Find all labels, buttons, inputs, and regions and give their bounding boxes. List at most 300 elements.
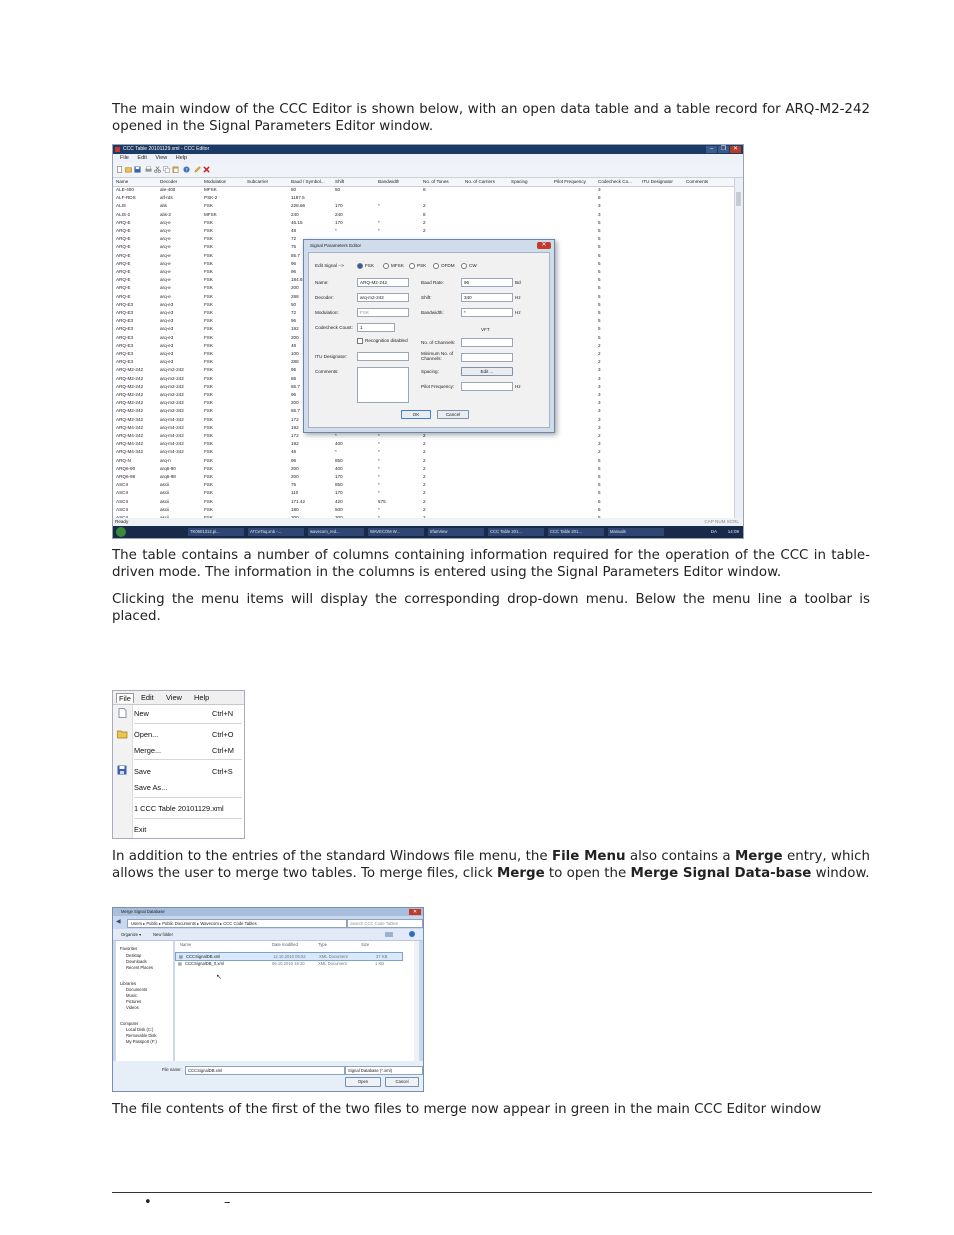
table-cell: ARQ-E xyxy=(116,236,131,242)
help-icon[interactable] xyxy=(409,931,415,937)
table-cell: ascii xyxy=(160,490,170,496)
menu-separator xyxy=(134,818,242,819)
table-cell: ASCII xyxy=(116,498,128,504)
shift-unit: Hz xyxy=(515,295,521,300)
file-icon: ▤ xyxy=(178,961,182,966)
nav-item[interactable]: Pictures xyxy=(126,999,142,1004)
merge-text-4: to open the xyxy=(544,866,631,881)
col-size[interactable]: Size xyxy=(361,942,370,947)
table-cell: arq-e xyxy=(160,285,171,291)
nav-item[interactable]: Documents xyxy=(126,987,148,992)
table-cell: 2 xyxy=(423,482,426,488)
filetype-select[interactable]: Signal Database (*.xml) xyxy=(345,1066,423,1075)
table-cell: * xyxy=(378,474,380,479)
table-row[interactable] xyxy=(113,212,735,220)
status-text: Ready xyxy=(115,519,129,524)
radio-fsk-label: FSK xyxy=(365,263,374,269)
footer-bullet: • xyxy=(144,1195,152,1210)
footer-dash: – xyxy=(224,1195,231,1210)
table-cell: FSK xyxy=(204,260,213,266)
column-header[interactable]: Pilot Frequency xyxy=(554,179,586,184)
menu-view[interactable]: View xyxy=(155,155,168,161)
table-cell: arq-e xyxy=(160,293,171,299)
table-row[interactable] xyxy=(113,441,735,449)
table-cell: 3 xyxy=(598,203,601,209)
nav-item[interactable]: Videos xyxy=(126,1005,139,1010)
table-cell: ARQ-M4-242 xyxy=(116,441,144,447)
table-cell: 72 xyxy=(291,310,297,315)
table-cell: arq-e xyxy=(160,252,171,258)
dialog-close-button[interactable]: ✕ xyxy=(537,242,551,249)
copy-icon[interactable] xyxy=(163,166,170,173)
pilot-frequency-field[interactable] xyxy=(461,382,513,391)
table-row[interactable] xyxy=(113,195,735,203)
table-row[interactable] xyxy=(113,228,735,236)
table-cell: ARQ-E xyxy=(116,293,131,299)
merge-text-3: entry, which allows the user to merge two tables. To merge files, click xyxy=(112,849,871,881)
dialog-body xyxy=(308,252,550,428)
table-scrollbar[interactable] xyxy=(734,178,743,518)
table-cell: 75 xyxy=(291,482,297,488)
table-cell: ascii xyxy=(160,482,170,488)
comments-field[interactable] xyxy=(357,367,409,403)
table-cell: 5 xyxy=(598,457,601,463)
nav-item[interactable]: Desktop xyxy=(126,953,142,958)
file-size: 37 KB xyxy=(376,954,388,959)
table-cell: 5 xyxy=(598,244,601,250)
taskbar-item[interactable]: TK0601312.pi... xyxy=(188,528,244,536)
table-cell: FSK xyxy=(204,490,213,496)
table-cell: 5 xyxy=(598,465,601,471)
table-cell: * xyxy=(378,228,380,233)
table-row[interactable] xyxy=(113,474,735,482)
taskbar-item[interactable]: CCC Table 201... xyxy=(488,528,544,536)
modulation-label: Modulation: xyxy=(315,310,339,315)
itu-field[interactable] xyxy=(357,352,409,361)
file-list xyxy=(175,941,419,1061)
radio-mfsk[interactable] xyxy=(383,263,404,269)
table-cell: FSK xyxy=(204,228,213,233)
merge-text-window-name: Merge Signal Data-base xyxy=(630,866,812,881)
table-cell: 172 xyxy=(291,416,299,422)
table-cell: 2 xyxy=(423,490,426,496)
table-cell: 240 xyxy=(291,211,299,217)
scrollbar-thumb[interactable] xyxy=(736,192,741,206)
column-header[interactable]: No. of Tones xyxy=(423,179,449,184)
open-button[interactable]: Open xyxy=(345,1077,381,1087)
table-cell: ASCII xyxy=(116,506,128,512)
table-cell: FSK xyxy=(204,383,213,389)
table-cell: ARQ-E xyxy=(116,228,131,233)
table-cell: FSK xyxy=(204,441,213,447)
table-cell: * xyxy=(378,490,380,496)
table-row[interactable] xyxy=(113,449,735,457)
codecheck-field[interactable]: 1 xyxy=(357,323,395,332)
menu-item-merge[interactable]: Merge... xyxy=(134,746,162,755)
table-row[interactable] xyxy=(113,490,735,498)
delete-icon[interactable] xyxy=(203,166,210,173)
table-cell: 228.66 xyxy=(291,203,306,209)
taskbar-item[interactable]: wavecom_red... xyxy=(308,528,364,536)
column-header[interactable]: Baud / Symbol... xyxy=(291,179,325,184)
recognition-checkbox[interactable] xyxy=(357,338,408,344)
decoder-select[interactable]: arq-m2-242 xyxy=(357,293,409,302)
table-cell: 8 xyxy=(598,195,601,201)
save-icon[interactable] xyxy=(134,166,141,173)
nav-item[interactable]: Local Disk (C:) xyxy=(126,1027,154,1032)
table-cell: 2 xyxy=(598,351,601,356)
table-cell: arq-m4-342 xyxy=(160,449,184,455)
table-cell: FSK xyxy=(204,318,213,324)
table-row[interactable] xyxy=(113,499,735,507)
table-cell: 170 xyxy=(335,219,343,225)
table-cell: 100 xyxy=(291,351,299,356)
merge-close-button[interactable]: ✕ xyxy=(409,909,421,915)
baud-rate-label: Baud Rate: xyxy=(421,280,444,285)
table-cell: * xyxy=(335,228,337,233)
help-icon[interactable] xyxy=(183,166,190,173)
radio-mfsk-dot xyxy=(383,263,389,269)
table-cell: 200 xyxy=(291,334,299,340)
itu-label: ITU Designator: xyxy=(315,354,348,359)
table-cell: 2 xyxy=(598,342,601,348)
file-type: XML Document xyxy=(319,954,348,959)
table-cell: alis-2 xyxy=(160,211,171,217)
menu-separator xyxy=(134,723,242,724)
edit-signal-label: Edit Signal --> xyxy=(315,263,344,268)
baud-rate-field[interactable]: 96 xyxy=(461,278,513,287)
column-header[interactable]: Comments xyxy=(686,179,709,184)
cancel-button[interactable]: Cancel xyxy=(437,410,469,419)
name-label: Name: xyxy=(315,280,329,285)
menu-separator xyxy=(134,759,242,760)
address-bar[interactable]: Users ▸ Public ▸ Public Documents ▸ Wavecom ▸ CCC Code Tables xyxy=(127,919,347,928)
table-cell: * xyxy=(378,219,380,225)
table-cell: * xyxy=(378,449,380,455)
merge-cancel-button[interactable]: Cancel xyxy=(385,1077,419,1087)
col-name[interactable]: Name xyxy=(180,942,192,947)
table-cell: 96 xyxy=(291,269,297,274)
close-button[interactable]: ✕ xyxy=(730,146,741,153)
table-cell: ascii xyxy=(160,498,170,504)
radio-psk-dot xyxy=(409,263,415,269)
menu-item-open[interactable]: Open... xyxy=(134,730,159,739)
table-cell: arq-m2-242 xyxy=(160,375,184,381)
nav-item[interactable]: Favorites xyxy=(120,946,138,951)
table-cell: 200 xyxy=(291,474,299,479)
table-cell: ARQ-E3 xyxy=(116,326,134,332)
search-input[interactable]: Search CCC Code Tables xyxy=(347,919,423,928)
table-cell: 184.6 xyxy=(291,277,303,283)
table-cell: 170 xyxy=(335,203,343,209)
recognition-label: Recognition disabled xyxy=(365,338,408,344)
nav-item[interactable]: Downloads xyxy=(126,959,147,964)
menubar-help[interactable]: Help xyxy=(194,693,210,702)
comments-label: Comments: xyxy=(315,369,339,374)
table-cell: 3 xyxy=(598,187,601,192)
table-cell: FSK xyxy=(204,203,213,209)
table-cell: FSK xyxy=(204,433,213,438)
file-row[interactable] xyxy=(175,960,401,967)
filename-label: File name: xyxy=(162,1067,182,1072)
table-cell: 3 xyxy=(598,400,601,406)
paste-icon[interactable] xyxy=(172,166,179,173)
radio-ofdm[interactable] xyxy=(433,263,455,269)
nav-item[interactable]: Removable Disk xyxy=(126,1033,157,1038)
menubar-edit[interactable]: Edit xyxy=(141,693,154,702)
table-cell: arq-e xyxy=(160,236,171,242)
spacing-edit-button[interactable]: Edit ... xyxy=(461,367,513,376)
table-cell: 48 xyxy=(291,228,297,233)
radio-fsk[interactable] xyxy=(357,263,374,269)
table-cell: ARQ-E xyxy=(116,252,131,258)
file-date: 12.10.2010 09:52 xyxy=(273,954,306,959)
menu-item-new[interactable]: New xyxy=(134,709,149,718)
table-cell: 172 xyxy=(291,433,299,438)
table-cell: alis xyxy=(160,203,167,209)
print-icon[interactable] xyxy=(145,166,152,173)
table-cell: FSK xyxy=(204,219,213,225)
column-header[interactable]: ITU Designator xyxy=(642,179,673,184)
table-cell: 5 xyxy=(598,269,601,274)
menubar-file[interactable]: File xyxy=(116,693,134,703)
table-cell: 5 xyxy=(598,228,601,233)
spacing-label: Spacing: xyxy=(421,369,439,374)
dialog-title: Signal Parameters Editor xyxy=(310,243,362,248)
merge-result-paragraph: The file contents of the first of the two files to merge now appear in green in the main CCC Editor window xyxy=(112,1102,822,1117)
menu-item-save[interactable]: Save xyxy=(134,767,151,776)
table-cell: ARQ-M4-342 xyxy=(116,449,144,455)
merge-dialog-footer xyxy=(113,1061,423,1091)
radio-cw[interactable] xyxy=(461,263,477,269)
table-cell: ALF-RDS xyxy=(116,195,136,201)
table-cell: 5 xyxy=(598,326,601,332)
file-name: CCCSignalDB_0.xml xyxy=(185,961,224,966)
table-cell: 2 xyxy=(598,433,601,438)
taskbar-item[interactable]: IrfanView xyxy=(428,528,484,536)
table-cell: arq-e xyxy=(160,228,171,233)
cut-icon[interactable] xyxy=(154,166,161,173)
radio-ofdm-dot xyxy=(433,263,439,269)
table-row[interactable] xyxy=(113,433,735,441)
table-row[interactable] xyxy=(113,187,735,195)
table-cell: 3 xyxy=(598,424,601,430)
table-cell: 72 xyxy=(291,236,297,242)
mouse-cursor-icon: ↖ xyxy=(216,974,222,981)
table-row[interactable] xyxy=(113,220,735,228)
table-cell: FSK xyxy=(204,482,213,488)
table-cell: arq-n xyxy=(160,457,171,463)
col-type[interactable]: Type xyxy=(318,942,328,947)
nav-item[interactable]: Music xyxy=(126,993,137,998)
command-bar xyxy=(113,929,423,941)
table-cell: 5 xyxy=(598,293,601,299)
table-cell: 288 xyxy=(291,359,299,365)
back-arrow-icon[interactable]: ◀ xyxy=(116,919,121,925)
table-cell: 5 xyxy=(598,506,601,512)
column-header[interactable]: Bandwidth xyxy=(378,179,400,184)
column-header[interactable]: Name xyxy=(116,179,129,184)
recognition-checkbox-box xyxy=(357,338,363,344)
table-cell: ARQ-E3 xyxy=(116,318,134,324)
table-cell: FSK xyxy=(204,301,213,307)
svg-text:?: ? xyxy=(185,168,188,173)
table-cell: FSK xyxy=(204,400,213,406)
table-row[interactable] xyxy=(113,466,735,474)
merge-text-merge-entry: Merge xyxy=(734,849,783,864)
table-cell: arq-m2-242 xyxy=(160,400,184,406)
app-icon xyxy=(115,147,120,152)
column-header[interactable]: Spacing xyxy=(511,179,528,184)
taskbar-language[interactable]: DA xyxy=(710,529,717,534)
table-cell: 3 xyxy=(598,408,601,414)
merge-text-merge-click: Merge xyxy=(496,866,545,881)
list-scrollbar[interactable] xyxy=(414,941,419,1061)
table-cell: arq6-90 xyxy=(160,465,176,471)
table-cell: 2 xyxy=(423,219,426,225)
new-icon[interactable] xyxy=(116,166,123,173)
menubar-view[interactable]: View xyxy=(166,693,182,702)
maximize-button[interactable]: ❐ xyxy=(718,146,729,153)
open-icon[interactable] xyxy=(125,166,132,173)
merge-dialog-title: Merge Signal Database xyxy=(121,909,165,914)
table-cell: arq-e3 xyxy=(160,351,174,356)
radio-ofdm-label: OFDM xyxy=(441,263,455,269)
nav-item[interactable]: My Passport (F:) xyxy=(126,1039,157,1044)
table-cell: ARQ-E xyxy=(116,260,131,266)
table-cell: arq-e3 xyxy=(160,301,174,307)
merge-text-1: In addition to the entries of the standard Windows file menu, the xyxy=(112,849,552,864)
nav-item[interactable]: Recent Places xyxy=(126,965,153,970)
table-cell: arq-e xyxy=(160,260,171,266)
table-cell: FSK xyxy=(204,310,213,315)
radio-psk[interactable] xyxy=(409,263,426,269)
editor-menu-bar xyxy=(113,154,743,163)
table-cell: 3 xyxy=(598,211,601,217)
editor-window-title: CCC Table 20101129.xml - CCC Editor xyxy=(123,146,210,152)
taskbar-item[interactable]: WAVECOM W... xyxy=(368,528,424,536)
save-disk-icon xyxy=(117,765,128,775)
table-row[interactable] xyxy=(113,507,735,515)
table-cell: ARQ-E xyxy=(116,219,131,225)
menu-item-recent-file[interactable]: 1 CCC Table 20101129.xml xyxy=(134,804,224,813)
table-cell: FSK xyxy=(204,424,213,430)
table-cell: ARQ-E3 xyxy=(116,301,134,307)
table-cell: 5 xyxy=(598,260,601,266)
col-date[interactable]: Date modified xyxy=(272,942,298,947)
table-cell: 50 xyxy=(291,301,297,307)
modulation-select[interactable]: FSK xyxy=(357,308,409,317)
shift-field[interactable]: 340 xyxy=(461,293,513,302)
table-cell: ARQ-E3 xyxy=(116,342,134,348)
new-folder-button[interactable]: New folder xyxy=(153,932,174,937)
table-cell: ARQ-E xyxy=(116,269,131,274)
table-row[interactable] xyxy=(113,458,735,466)
table-cell: arq-m4-242 xyxy=(160,441,184,447)
table-cell: * xyxy=(378,482,380,488)
table-cell: FSK xyxy=(204,252,213,258)
table-cell: ARQ-N xyxy=(116,457,131,463)
menu-item-save-as[interactable]: Save As... xyxy=(134,783,168,792)
edit-icon[interactable] xyxy=(194,166,201,173)
table-cell: ALIS-2 xyxy=(116,211,131,217)
editor-status-bar xyxy=(113,518,743,526)
table-cell: 2 xyxy=(598,449,601,455)
column-header[interactable]: Codecheck Co... xyxy=(598,179,632,184)
bandwidth-field[interactable]: * xyxy=(461,308,513,317)
table-cell: arq-m4-242 xyxy=(160,433,184,438)
view-icon[interactable] xyxy=(385,932,393,937)
table-cell: FSK xyxy=(204,244,213,250)
intro-paragraph: The main window of the CCC Editor is shown below, with an open data table and a table record for ARQ-M2-242 opened in the Signal Parameters Editor window. xyxy=(112,102,870,134)
column-header[interactable]: No. of Carriers xyxy=(465,179,495,184)
table-cell: FSK xyxy=(204,236,213,242)
table-cell: ale-400 xyxy=(160,187,176,192)
table-cell: * xyxy=(378,465,380,471)
taskbar-item[interactable]: CCC Table 201... xyxy=(548,528,604,536)
table-cell: arq-e3 xyxy=(160,326,174,332)
minimize-button[interactable]: – xyxy=(706,146,717,153)
table-cell: 110 xyxy=(291,490,299,496)
table-cell: arq-e xyxy=(160,269,171,274)
name-field[interactable]: ARQ-M2-242 xyxy=(357,278,409,287)
editor-title-bar xyxy=(113,145,743,154)
min-channels-field[interactable] xyxy=(461,353,513,362)
table-cell: arq-e3 xyxy=(160,334,174,340)
menu-file[interactable]: File xyxy=(120,155,129,161)
file-type: XML Document xyxy=(318,961,347,966)
table-cell: 85.7 xyxy=(291,252,300,258)
column-header[interactable]: Subcarrier xyxy=(247,179,269,184)
start-button-icon[interactable] xyxy=(116,527,126,537)
table-cell: 3 xyxy=(598,416,601,422)
column-header[interactable]: Shift xyxy=(335,179,345,184)
table-cell: 8 xyxy=(423,187,426,192)
taskbar-item[interactable]: Manuals xyxy=(608,528,664,536)
table-cell: FSK xyxy=(204,285,213,291)
filename-input[interactable]: CCCSignalDB.xml xyxy=(185,1066,345,1075)
table-cell: FSK xyxy=(204,474,213,479)
table-cell: FSK xyxy=(204,277,213,283)
new-file-icon xyxy=(117,708,128,718)
channels-field[interactable] xyxy=(461,338,513,347)
table-cell: 48 xyxy=(291,342,297,348)
table-cell: 3 xyxy=(598,441,601,447)
menu-edit[interactable]: Edit xyxy=(137,155,147,161)
organize-button[interactable]: Organize ▾ xyxy=(121,932,142,937)
nav-item[interactable]: Libraries xyxy=(120,981,137,986)
ok-button[interactable]: OK xyxy=(401,410,431,419)
table-cell: ARQ-E3 xyxy=(116,310,134,315)
table-cell: ARQ-E3 xyxy=(116,359,134,365)
menu-item-exit[interactable]: Exit xyxy=(134,825,147,834)
column-header[interactable]: Modulation xyxy=(204,179,227,184)
table-cell: * xyxy=(378,457,380,463)
taskbar-item[interactable]: ATCeTaq.xnb -... xyxy=(248,528,304,536)
nav-item[interactable]: Computer xyxy=(120,1021,139,1026)
table-cell: 3 xyxy=(598,367,601,373)
table-row[interactable] xyxy=(113,203,735,211)
table-cell: 240 xyxy=(335,211,343,217)
table-cell: 200 xyxy=(291,465,299,471)
table-row[interactable] xyxy=(113,482,735,490)
status-indicators: CAP NUM SCRL xyxy=(704,519,739,524)
menu-help[interactable]: Help xyxy=(175,155,188,161)
merge-dialog-title-bar xyxy=(113,908,423,916)
table-cell: 2 xyxy=(423,203,426,209)
column-header[interactable]: Decoder xyxy=(160,179,178,184)
table-cell: 2 xyxy=(423,441,426,447)
